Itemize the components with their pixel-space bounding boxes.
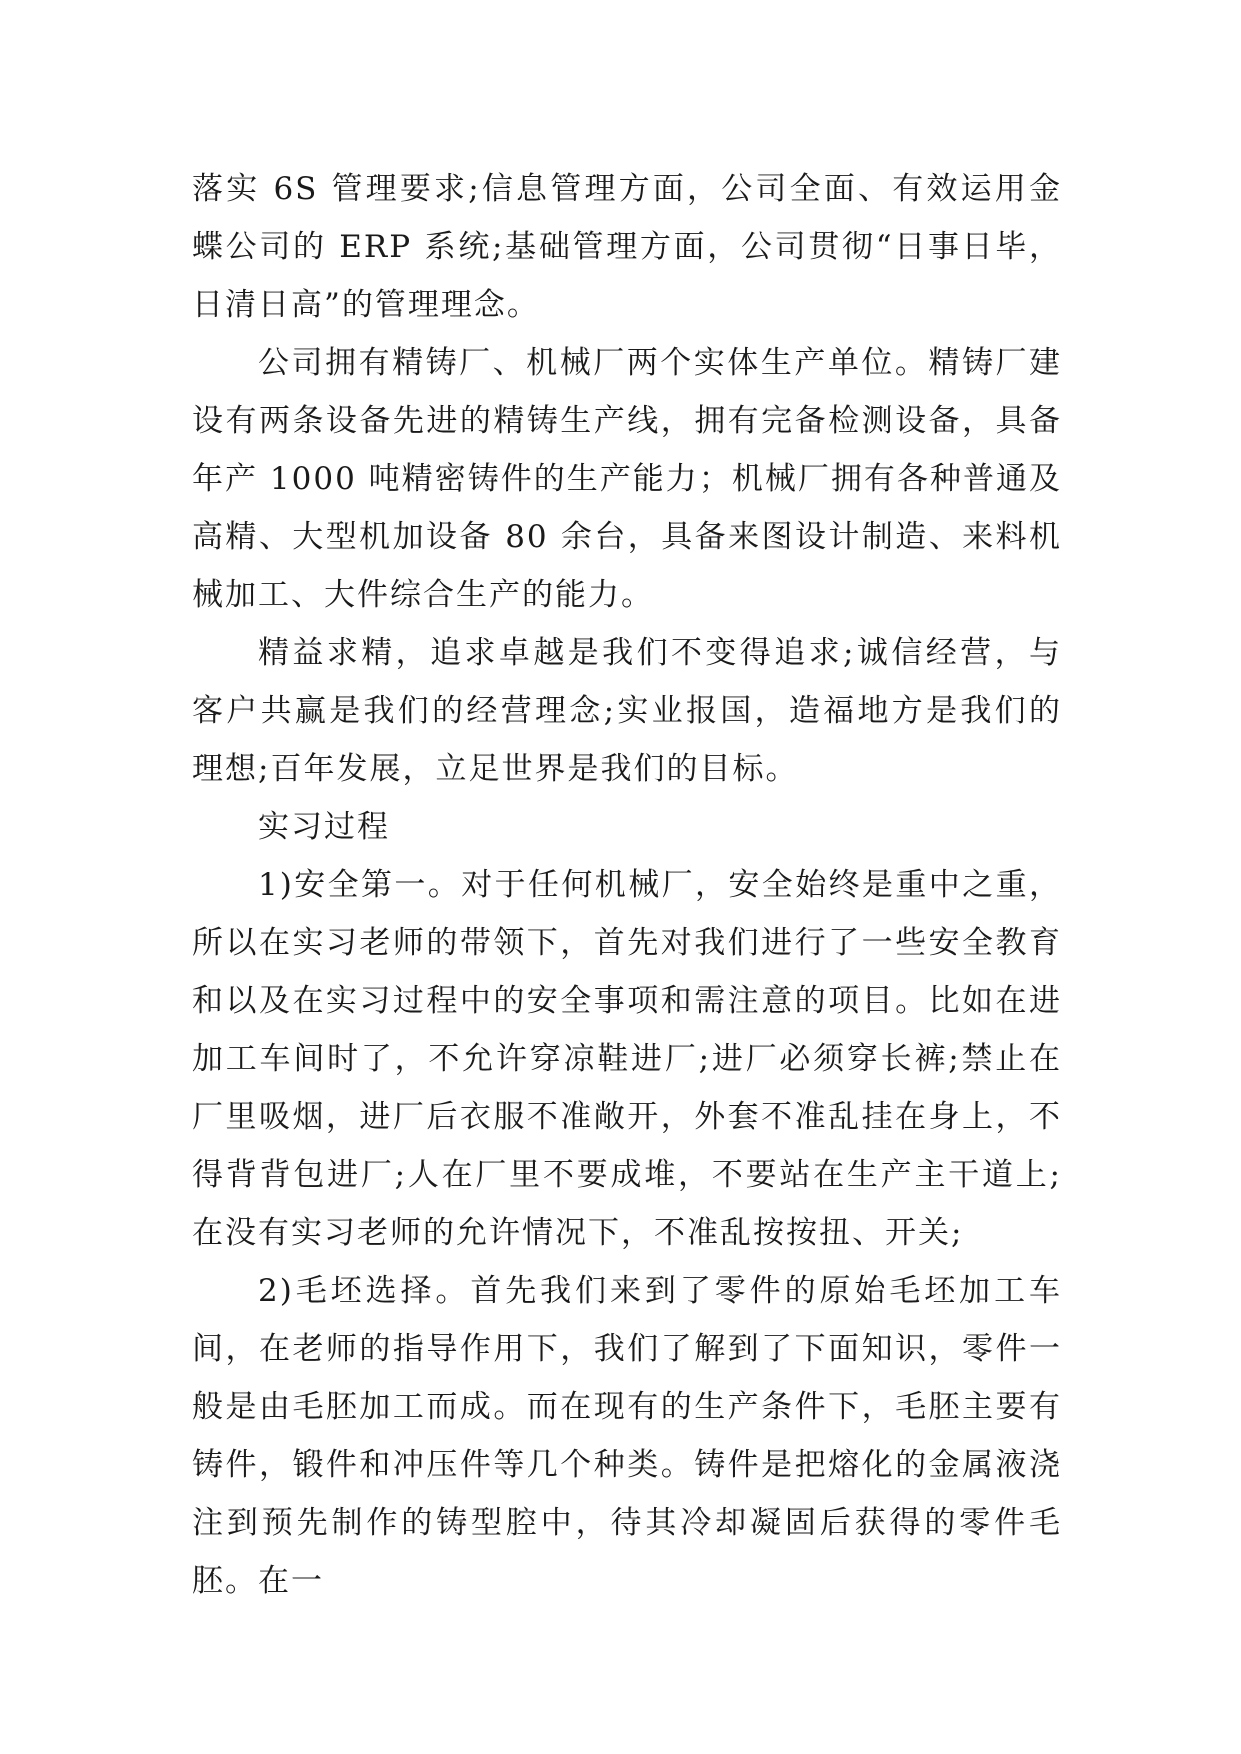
paragraph-2: 公司拥有精铸厂、机械厂两个实体生产单位。精铸厂建设有两条设备先进的精铸生产线，拥有完备检测设备，具备年产 1000 吨精密铸件的生产能力；机械厂拥有各种普通及高精、大型机加设备 80 余台，具备来图设计制造、来料机械加工、大件综合生产的能力。: [192, 345, 1062, 613]
paragraph-blank-selection: 2)毛坯选择。首先我们来到了零件的原始毛坯加工车间，在老师的指导作用下，我们了解到了下面知识，零件一般是由毛胚加工而成。而在现有的生产条件下，毛胚主要有铸件，锻件和冲压件等几个种类。铸件是把熔化的金属液浇注到预先制作的铸型腔中，待其冷却凝固后获得的零件毛胚。在一: [192, 1273, 1062, 1599]
paragraph-safety-first: 1)安全第一。对于任何机械厂，安全始终是重中之重，所以在实习老师的带领下，首先对我们进行了一些安全教育和以及在实习过程中的安全事项和需注意的项目。比如在进加工车间时了，不允许穿凉鞋进厂;进厂必须穿长裤;禁止在厂里吸烟，进厂后衣服不准敞开，外套不准乱挂在身上，不得背背包进厂;人在厂里不要成堆，不要站在生产主干道上;在没有实习老师的允许情况下，不准乱按按扭、开关;: [192, 867, 1062, 1251]
section-heading-internship-process: 实习过程: [258, 809, 390, 845]
document-body: [192, 160, 1062, 1610]
paragraph-3: 精益求精，追求卓越是我们不变得追求;诚信经营，与客户共赢是我们的经营理念;实业报国，造福地方是我们的理想;百年发展，立足世界是我们的目标。: [192, 635, 1062, 787]
paragraph-1: 落实 6S 管理要求;信息管理方面，公司全面、有效运用金蝶公司的 ERP 系统;基础管理方面，公司贯彻“日事日毕，日清日高”的管理理念。: [192, 171, 1062, 323]
